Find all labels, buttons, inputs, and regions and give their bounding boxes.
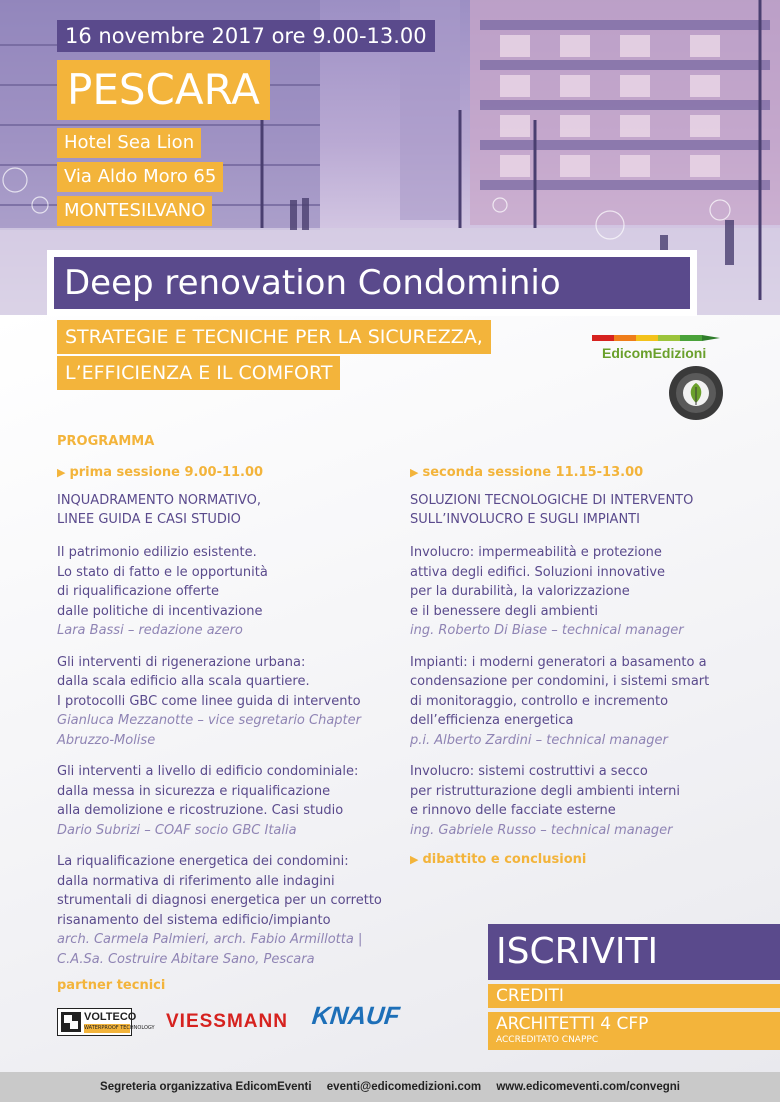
session-1-talk-3 xyxy=(57,762,397,840)
volteco-tagline: WATERPROOF TECHNOLOGY xyxy=(84,1025,155,1031)
talk-speaker: C.A.Sa. Costruire Abitare Sano, Pescara xyxy=(57,951,315,967)
talk-text-line: dalla messa in sicurezza e riqualificazione xyxy=(57,783,331,799)
event-address: Via Aldo Moro 65 xyxy=(57,162,223,192)
talk-text-line: dell’efficienza energetica xyxy=(410,713,574,728)
event-locality: MONTESILVANO xyxy=(57,196,212,226)
session-1-heading xyxy=(57,465,397,485)
talk-text-line: risanamento del sistema edificio/impianto xyxy=(57,912,331,928)
session-2-talk-1 xyxy=(410,543,770,641)
event-city: PESCARA xyxy=(57,60,270,120)
closing-text: dibattito e conclusioni xyxy=(422,852,587,867)
session-1-talk-1 xyxy=(57,543,397,641)
publisher-name: EdicomEdizioni xyxy=(602,345,707,361)
footer-bar xyxy=(0,1072,780,1102)
event-subtitle-line-1: STRATEGIE E TECNICHE PER LA SICUREZZA, xyxy=(57,320,491,354)
session-2-column xyxy=(410,465,770,867)
talk-text-line: Involucro: impermeabilità e protezione xyxy=(410,545,662,560)
talk-text-line: di monitoraggio, controllo e incremento xyxy=(410,693,669,709)
session-2-title-line: SULL’INVOLUCRO E SUGLI IMPIANTI xyxy=(410,512,640,527)
session-2-talk-2 xyxy=(410,653,770,751)
footer-email-link[interactable]: eventi@edicomedizioni.com xyxy=(326,1081,482,1093)
session-2-closing xyxy=(410,852,770,867)
talk-speaker: p.i. Alberto Zardini – technical manager xyxy=(410,732,668,748)
session-1-title xyxy=(57,491,397,529)
session-2-talk-3 xyxy=(410,762,770,840)
talk-speaker: Gianluca Mezzanotte – vice segretario Chapter xyxy=(57,713,361,728)
session-1-column xyxy=(57,465,397,981)
edicom-pencil-logo xyxy=(592,333,722,343)
registration-panel xyxy=(488,924,780,1050)
play-arrow-icon: ▶ xyxy=(410,853,419,866)
talk-text-line: Il patrimonio edilizio esistente. xyxy=(57,545,257,560)
talk-text-line: dalla scala edificio alla scala quartiere. xyxy=(57,674,310,689)
talk-text-line: Gli interventi di rigenerazione urbana: xyxy=(57,654,306,670)
play-arrow-icon: ▶ xyxy=(57,466,66,479)
session-2-title-line: SOLUZIONI TECNOLOGICHE DI INTERVENTO xyxy=(410,493,694,508)
talk-text-line: Involucro: sistemi costruttivi a secco xyxy=(410,764,648,779)
talk-speaker: Abruzzo-Molise xyxy=(57,732,156,748)
knauf-logo: KNAUF xyxy=(310,1002,402,1030)
program-label: PROGRAMMA xyxy=(57,434,155,449)
credits-accreditation: ACCREDITATO CNAPPC xyxy=(496,1035,599,1045)
session-1-talk-4 xyxy=(57,852,397,969)
session-1-talk-2 xyxy=(57,653,397,751)
talk-text-line: di riqualificazione offerte xyxy=(57,584,220,599)
talk-speaker: arch. Carmela Palmieri, arch. Fabio Armillotta | xyxy=(57,932,363,947)
talk-text-line: attiva degli edifici. Soluzioni innovative xyxy=(410,564,666,580)
talk-text-line: per la durabilità, la valorizzazione xyxy=(410,584,630,599)
session-1-title-line: LINEE GUIDA E CASI STUDIO xyxy=(57,512,241,527)
event-title-frame xyxy=(47,250,697,316)
talk-text-line: per ristrutturazione degli ambienti interni xyxy=(410,783,680,799)
talk-text-line: dalle politiche di incentivazione xyxy=(57,603,263,619)
talk-text-line: dalla normativa di riferimento alle indagini xyxy=(57,873,335,889)
volteco-name: VOLTECO xyxy=(84,1011,137,1023)
talk-text-line: Gli interventi a livello di edificio condominiale: xyxy=(57,764,359,779)
event-title: Deep renovation Condominio xyxy=(54,257,690,309)
volteco-mark-icon xyxy=(61,1012,81,1032)
talk-speaker: Lara Bassi – redazione azero xyxy=(57,623,243,638)
footer-organizer: Segreteria organizzativa EdicomEventi xyxy=(100,1081,312,1093)
footer-website-link[interactable]: www.edicomeventi.com/convegni xyxy=(496,1081,680,1093)
play-arrow-icon: ▶ xyxy=(410,466,419,479)
talk-text-line: condensazione per condomini, i sistemi smart xyxy=(410,674,710,689)
talk-text-line: alla demolizione e ricostruzione. Casi studio xyxy=(57,803,344,818)
talk-text-line: Lo stato di fatto e le opportunità xyxy=(57,564,268,580)
talk-speaker: ing. Roberto Di Biase – technical manager xyxy=(410,623,684,638)
talk-text-line: La riqualificazione energetica dei condomini: xyxy=(57,854,349,869)
talk-text-line: strumentali di diagnosi energetica per un corretto xyxy=(57,893,382,908)
session-1-heading-text: prima sessione 9.00-11.00 xyxy=(69,465,264,480)
session-2-title xyxy=(410,491,770,529)
event-subtitle-line-2: L’EFFICIENZA E IL COMFORT xyxy=(57,356,340,390)
talk-text-line: e rinnovo delle facciate esterne xyxy=(410,803,616,818)
session-2-heading-text: seconda sessione 11.15-13.00 xyxy=(422,465,644,480)
credits-label: CREDITI xyxy=(488,984,780,1008)
green-building-council-italia-logo xyxy=(668,365,724,421)
event-date-time: 16 novembre 2017 ore 9.00-13.00 xyxy=(57,20,435,52)
talk-speaker: ing. Gabriele Russo – technical manager xyxy=(410,822,673,838)
session-2-heading xyxy=(410,465,770,485)
session-1-title-line: INQUADRAMENTO NORMATIVO, xyxy=(57,493,261,508)
talk-text-line: e il benessere degli ambienti xyxy=(410,603,599,619)
credits-info xyxy=(488,1012,780,1050)
talk-text-line: Impianti: i moderni generatori a basamento a xyxy=(410,654,707,670)
partners-label: partner tecnici xyxy=(57,978,166,993)
viessmann-logo: VIESSMANN xyxy=(166,1011,288,1032)
talk-text-line: I protocolli GBC come linee guida di intervento xyxy=(57,693,361,709)
credits-value: ARCHITETTI 4 CFP xyxy=(496,1014,649,1034)
volteco-logo xyxy=(57,1008,155,1036)
talk-speaker: Dario Subrizi – COAF socio GBC Italia xyxy=(57,822,297,838)
register-button[interactable]: ISCRIVITI xyxy=(488,924,780,980)
event-venue: Hotel Sea Lion xyxy=(57,128,201,158)
